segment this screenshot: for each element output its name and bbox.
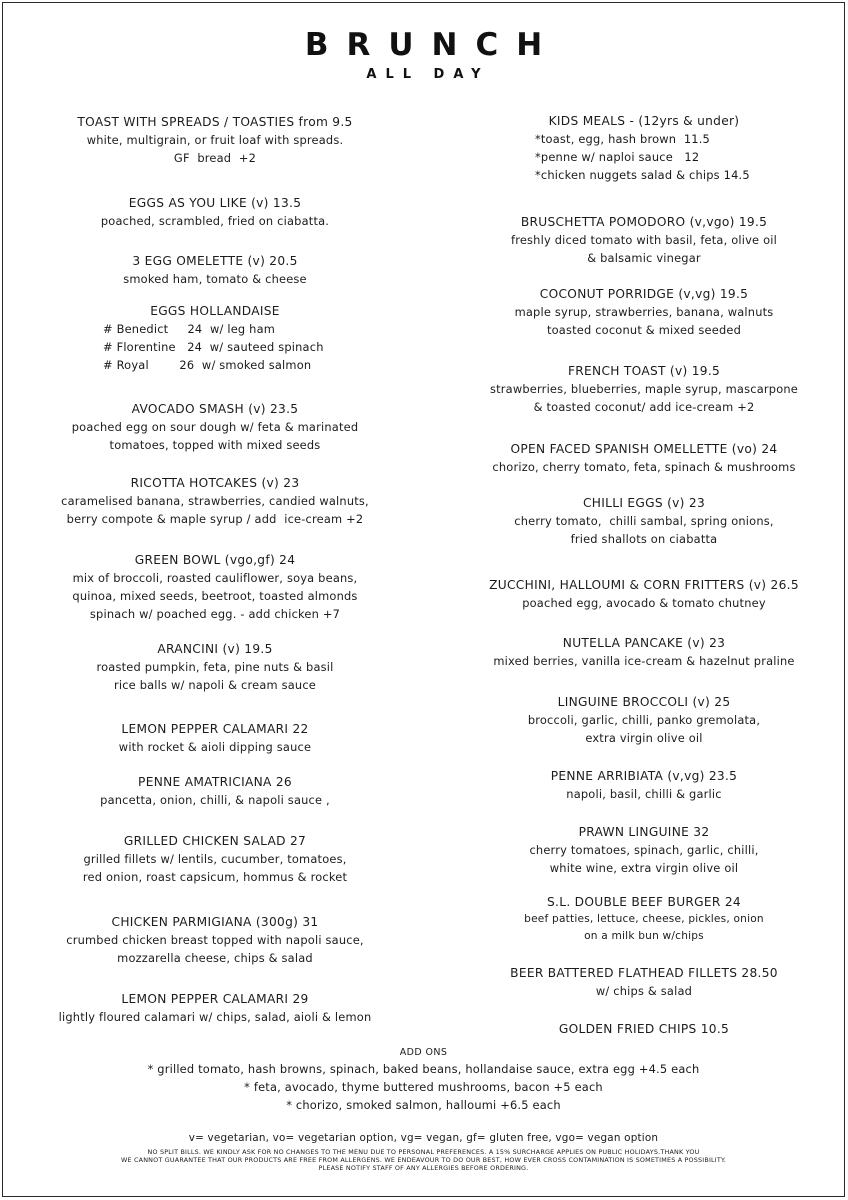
addons-section: [3, 1046, 844, 1114]
notes-section: [3, 1148, 844, 1173]
menu-item-desc: *penne w/ naploi sauce 12: [535, 150, 700, 164]
menu-item-desc: & balsamic vinegar: [587, 251, 701, 265]
menu-title: BRUNCH: [304, 27, 561, 63]
menu-item-desc: lightly floured calamari w/ chips, salad, aioli & lemon: [58, 1010, 372, 1024]
menu-item-desc: w/ chips & salad: [595, 984, 693, 998]
menu-item-calamari-large: [21, 991, 409, 1026]
menu-item-beef-burger: [447, 894, 841, 944]
menu-item-flathead: [447, 965, 841, 1000]
menu-item-title: ZUCCHINI, HALLOUMI & CORN FRITTERS (v) 26.5: [489, 578, 799, 592]
addons-title: ADD ONS: [399, 1047, 448, 1058]
menu-item-title: RICOTTA HOTCAKES (v) 23: [130, 476, 300, 490]
menu-item-kids: [447, 113, 841, 184]
menu-item-title: EGGS HOLLANDAISE: [150, 304, 280, 318]
note-line: NO SPLIT BILLS. WE KINDLY ASK FOR NO CHANGES TO THE MENU DUE TO PERSONAL PREFERENCES. A 15% SURCHARGE APPLIES ON PUBLIC HOLIDAYS.THANK YOU: [147, 1148, 700, 1156]
menu-item-title: FRENCH TOAST (v) 19.5: [567, 364, 721, 378]
addons-line: * chorizo, smoked salmon, halloumi +6.5 each: [286, 1098, 561, 1112]
menu-item-title: PENNE ARRIBIATA (v,vg) 23.5: [550, 769, 738, 783]
menu-item-parmigiana: [21, 914, 409, 967]
menu-item-title: PENNE AMATRICIANA 26: [138, 775, 292, 789]
menu-item-desc: poached egg, avocado & tomato chutney: [522, 596, 766, 610]
menu-item-desc: napoli, basil, chilli & garlic: [566, 787, 722, 801]
menu-item-desc: broccoli, garlic, chilli, panko gremolata,: [527, 713, 761, 727]
menu-item-desc: mozzarella cheese, chips & salad: [117, 951, 313, 965]
menu-item-desc: tomatoes, topped with mixed seeds: [109, 438, 321, 452]
menu-item-title: EGGS AS YOU LIKE (v) 13.5: [128, 196, 302, 210]
menu-item-desc: *chicken nuggets salad & chips 14.5: [535, 168, 750, 182]
menu-item-hollandaise: [21, 303, 409, 374]
menu-item-calamari: [21, 721, 409, 756]
menu-item-title: S.L. DOUBLE BEEF BURGER 24: [547, 895, 741, 909]
legend-text: v= vegetarian, vo= vegetarian option, vg= vegan, gf= gluten free, vgo= vegan option: [188, 1132, 659, 1144]
menu-item-desc: white, multigrain, or fruit loaf with spreads.: [86, 133, 344, 147]
menu-item-title: TOAST WITH SPREADS / TOASTIES from 9.5: [77, 115, 353, 129]
menu-item-desc: cherry tomato, chilli sambal, spring onions,: [514, 514, 774, 528]
menu-item-desc: toasted coconut & mixed seeded: [546, 323, 742, 337]
menu-item-eggs: [21, 195, 409, 230]
addons-line: * feta, avocado, thyme buttered mushrooms, bacon +5 each: [244, 1080, 603, 1094]
menu-item-title: LINGUINE BROCCOLI (v) 25: [557, 695, 731, 709]
menu-item-title: CHICKEN PARMIGIANA (300g) 31: [111, 915, 319, 929]
note-line: WE CANNOT GUARANTEE THAT OUR PRODUCTS ARE FREE FROM ALLERGENS. WE ENDEAVOUR TO DO OUR BEST, HOW EVER CROSS CONTAMINATION IS SOMETIMES A POSSIBILITY.: [120, 1156, 727, 1165]
addons-line: * grilled tomato, hash browns, spinach, baked beans, hollandaise sauce, extra egg +4.5 each: [147, 1062, 700, 1076]
menu-item-fritters: [447, 577, 841, 612]
menu-item-avocado: [21, 401, 409, 454]
menu-item-desc: extra virgin olive oil: [585, 731, 703, 745]
note-line: PLEASE NOTIFY STAFF OF ANY ALLERGIES BEFORE ORDERING.: [318, 1164, 529, 1173]
menu-item-desc: crumbed chicken breast topped with napoli sauce,: [66, 933, 364, 947]
menu-item-desc: chorizo, cherry tomato, feta, spinach & mushrooms: [492, 460, 796, 474]
menu-item-desc: poached, scrambled, fried on ciabatta.: [100, 214, 330, 228]
dietary-legend: [3, 1131, 844, 1145]
menu-item-title: GOLDEN FRIED CHIPS 10.5: [558, 1022, 730, 1036]
menu-item-desc: roasted pumpkin, feta, pine nuts & basil: [96, 660, 334, 674]
menu-item-amatriciana: [21, 774, 409, 809]
menu-item-title: 3 EGG OMELETTE (v) 20.5: [132, 254, 298, 268]
menu-item-title: AVOCADO SMASH (v) 23.5: [131, 402, 299, 416]
menu-item-desc: & toasted coconut/ add ice-cream +2: [533, 400, 755, 414]
menu-item-title: GRILLED CHICKEN SALAD 27: [123, 834, 307, 848]
menu-item-desc: maple syrup, strawberries, banana, walnuts: [514, 305, 774, 319]
menu-item-desc: grilled fillets w/ lentils, cucumber, tomatoes,: [83, 852, 347, 866]
menu-item-desc: beef patties, lettuce, cheese, pickles, onion: [524, 913, 764, 925]
menu-item-arancini: [21, 641, 409, 694]
menu-item-porridge: [447, 286, 841, 339]
menu-item-bruschetta: [447, 214, 841, 267]
menu-item-prawn-linguine: [447, 824, 841, 877]
menu-header: [3, 27, 844, 82]
menu-item-desc: white wine, extra virgin olive oil: [549, 861, 739, 875]
menu-item-toast: [21, 114, 409, 167]
menu-page: [2, 2, 845, 1197]
menu-item-title: OPEN FACED SPANISH OMELLETTE (vo) 24: [510, 442, 778, 456]
menu-item-desc: # Royal 26 w/ smoked salmon: [103, 358, 312, 372]
menu-item-desc: # Florentine 24 w/ sauteed spinach: [103, 340, 324, 354]
menu-item-chilli-eggs: [447, 495, 841, 548]
menu-item-chips: [447, 1021, 841, 1038]
menu-item-title: BRUSCHETTA POMODORO (v,vgo) 19.5: [520, 215, 768, 229]
menu-item-chicken-salad: [21, 833, 409, 886]
menu-item-title: NUTELLA PANCAKE (v) 23: [562, 636, 726, 650]
menu-item-title: COCONUT PORRIDGE (v,vg) 19.5: [539, 287, 749, 301]
menu-item-desc: freshly diced tomato with basil, feta, olive oil: [511, 233, 777, 247]
menu-item-desc: on a milk bun w/chips: [584, 929, 704, 942]
menu-item-title: GREEN BOWL (vgo,gf) 24: [134, 553, 296, 567]
menu-item-linguine-broccoli: [447, 694, 841, 747]
menu-item-desc: berry compote & maple syrup / add ice-cream +2: [66, 512, 364, 526]
menu-item-desc: GF bread +2: [173, 151, 257, 165]
menu-item-title: LEMON PEPPER CALAMARI 22: [121, 722, 309, 736]
menu-item-desc: smoked ham, tomato & cheese: [123, 272, 307, 286]
menu-item-desc: fried shallots on ciabatta: [570, 532, 718, 546]
menu-item-desc: pancetta, onion, chilli, & napoli sauce ,: [100, 793, 330, 807]
menu-item-french-toast: [447, 363, 841, 416]
menu-item-desc: strawberries, blueberries, maple syrup, mascarpone: [489, 382, 799, 396]
menu-item-desc: rice balls w/ napoli & cream sauce: [113, 678, 317, 692]
menu-item-desc: mixed berries, vanilla ice-cream & hazelnut praline: [493, 654, 795, 668]
menu-item-desc: spinach w/ poached egg. - add chicken +7: [89, 607, 341, 621]
menu-item-title: LEMON PEPPER CALAMARI 29: [121, 992, 309, 1006]
menu-item-green-bowl: [21, 552, 409, 623]
menu-item-desc: mix of broccoli, roasted cauliflower, soya beans,: [72, 571, 358, 585]
menu-item-title: KIDS MEALS - (12yrs & under): [548, 114, 740, 128]
menu-item-arribiata: [447, 768, 841, 803]
menu-item-desc: quinoa, mixed seeds, beetroot, toasted almonds: [72, 589, 358, 603]
menu-item-desc: cherry tomatoes, spinach, garlic, chilli,: [529, 843, 759, 857]
menu-subtitle: ALL DAY: [366, 67, 490, 82]
menu-item-title: ARANCINI (v) 19.5: [157, 642, 273, 656]
menu-item-desc: with rocket & aioli dipping sauce: [118, 740, 312, 754]
menu-item-spanish-omelette: [447, 441, 841, 476]
menu-item-title: CHILLI EGGS (v) 23: [582, 496, 706, 510]
menu-item-title: BEER BATTERED FLATHEAD FILLETS 28.50: [510, 966, 778, 980]
menu-item-desc: red onion, roast capsicum, hommus & rocket: [82, 870, 348, 884]
menu-item-desc: *toast, egg, hash brown 11.5: [535, 132, 711, 146]
menu-item-desc: caramelised banana, strawberries, candied walnuts,: [61, 494, 369, 508]
menu-item-desc: poached egg on sour dough w/ feta & marinated: [71, 420, 359, 434]
menu-item-title: PRAWN LINGUINE 32: [578, 825, 710, 839]
menu-item-omelette: [21, 253, 409, 288]
menu-item-desc: # Benedict 24 w/ leg ham: [103, 322, 276, 336]
menu-item-nutella-pancake: [447, 635, 841, 670]
menu-item-hotcakes: [21, 475, 409, 528]
